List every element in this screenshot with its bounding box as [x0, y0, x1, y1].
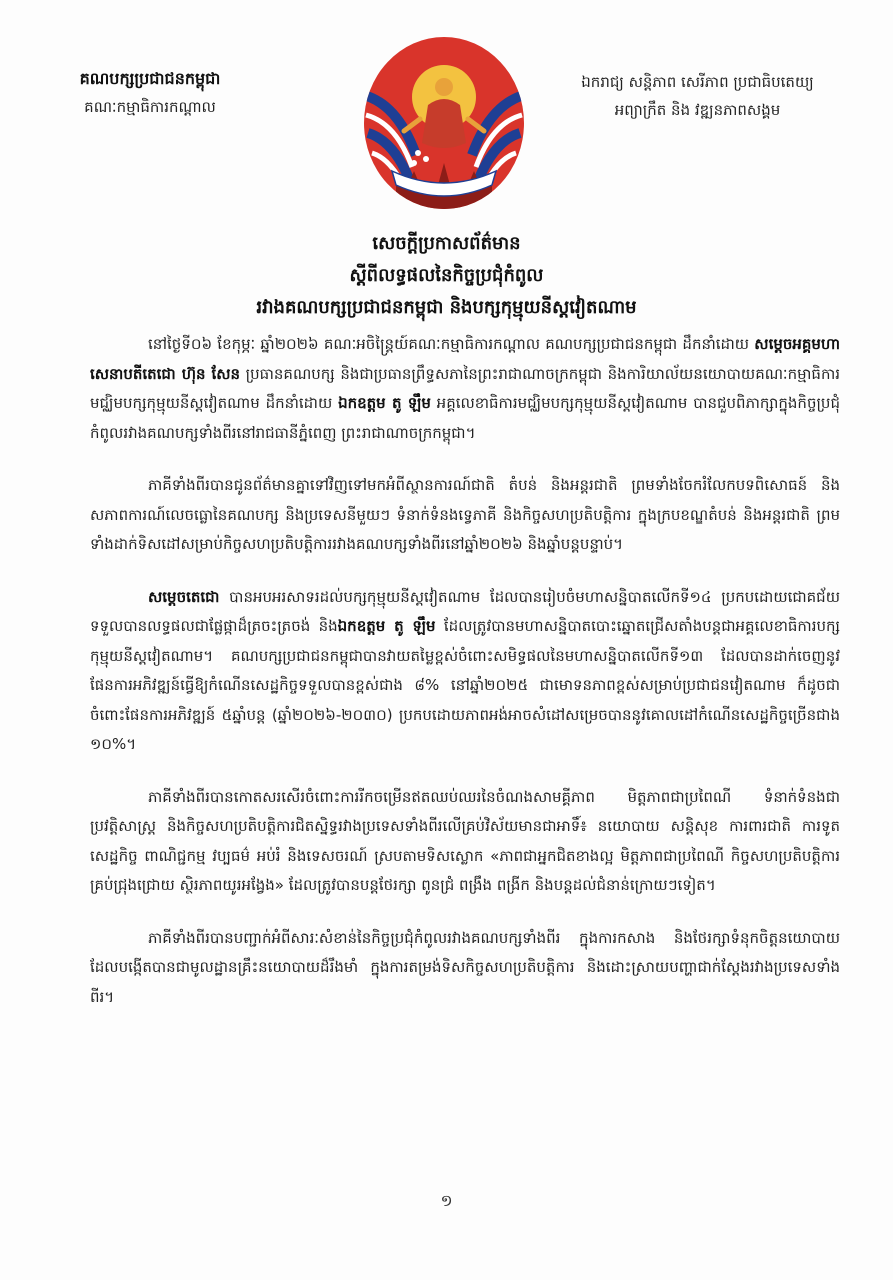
party-logo-emblem [358, 35, 530, 223]
paragraph-5: ភាគីទាំងពីរបានបញ្ជាក់អំពីសារៈសំខាន់នៃកិច្ចប្រជុំកំពូលរវាងគណបក្សទាំងពីរ ក្នុងការកសាង និងថែរក្សាទំនុកចិត្តនយោបាយ ដែលបង្កើតបានជាមូលដ្ឋានគ្រឹះនយោបាយដ៏រឹងមាំ ក្នុងការតម្រង់ទិសកិច្ចសហប្រតិបត្តិការ និងដោះស្រាយបញ្ហាជាក់ស្តែងរវាងប្រទេសទាំងពីរ។ [90, 928, 840, 1006]
page-number: ១ [440, 1191, 453, 1210]
party-name: គណបក្សប្រជាជនកម្ពុជា [79, 69, 221, 88]
paragraph-4: ភាគីទាំងពីរបានកោតសរសើរចំពោះការរីកចម្រើនឥតឈប់ឈរនៃចំណងសាមគ្គីភាព មិត្តភាពជាប្រពៃណី ទំនាក់ទំនងជាប្រវត្តិសាស្ត្រ និងកិច្ចសហប្រតិបត្តិការជិតស្និទ្ធរវាងប្រទេសទាំងពីរលើគ្រប់វិស័យមានជាអាទិ៍៖ នយោបាយ សន្តិសុខ ការពារជាតិ ការទូត សេដ្ឋកិច្ច ពាណិជ្ជកម្ម វប្បធម៌ អប់រំ និងទេសចរណ៍ ស្របតាមទិសស្លោក «ភាពជាអ្នកជិតខាងល្អ មិត្តភាពជាប្រពៃណី កិច្ចសហប្រតិបត្តិការគ្រប់ជ្រុងជ្រោយ ស្ថិរភាពយូរអង្វែង» ដែលត្រូវបានបន្តថែរក្សា ពូនជ្រំ ពង្រឹង ពង្រីក និងបន្តដល់ជំនាន់ក្រោយៗទៀត។ [90, 787, 840, 894]
paragraph-2: ភាគីទាំងពីរបានជូនព័ត៌មានគ្នាទៅវិញទៅមកអំពីស្ថានការណ៍ជាតិ តំបន់ និងអន្តរជាតិ ព្រមទាំងចែករំលែកបទពិសោធន៍ និងសភាពការណ៍លេចធ្លោនៃគណបក្ស និងប្រទេសនីមួយៗ ទំនាក់ទំនងទ្វេភាគី និងកិច្ចសហប្រតិបត្តិការ ក្នុងក្របខណ្ឌតំបន់ និងអន្តរជាតិ ព្រមទាំងដាក់ទិសដៅសម្រាប់កិច្ចសហប្រតិបត្តិការរវាងគណបក្សទាំងពីរនៅឆ្នាំ២០២៦ និងឆ្នាំបន្តបន្ទាប់។ [90, 476, 840, 553]
committee-name: គណៈកម្មាធិការកណ្តាល [84, 98, 216, 116]
party-header [50, 68, 250, 120]
paragraph-3: សម្តេចតេជោ បានអបអរសាទរដល់បក្សកុម្មុយនីស្តវៀតណាម ដែលបានរៀបចំមហាសន្និបាតលើកទី១៤ ប្រកបដោយជោគជ័យទទួលបានលទ្ធផលជាផ្លែផ្កាដ៏ត្រចះត្រចង់ និងឯកឧត្តម តូ ឡឹម ដែលត្រូវបានមហាសន្និបាតបោះឆ្នោតជ្រើសតាំងបន្តជាអគ្គលេខាធិការបក្សកុម្មុយនីស្តវៀតណាម។ គណបក្សប្រជាជនកម្ពុជាបានវាយតម្លៃខ្ពស់ចំពោះសមិទ្ធផលនៃមហាសន្និបាតលើកទី១៣ ដែលបានដាក់ចេញនូវផែនការអភិវឌ្ឍន៍ធ្វើឱ្យកំណើនសេដ្ឋកិច្ចទទួលបានខ្ពស់ជាង ៨% នៅឆ្នាំ២០២៥ ជាមោទនភាពខ្ពស់សម្រាប់ប្រជាជនវៀតណាម ក៏ដូចជាចំពោះផែនការអភិវឌ្ឍន៍ ៥ឆ្នាំបន្ត (ឆ្នាំ២០២៦-២០៣០) ប្រកបដោយភាពអង់អាចសំដៅសម្រេចបាននូវគោលដៅកំណើនសេដ្ឋកិច្ចច្រើនជាង ១០%។ [90, 587, 840, 753]
document-title [120, 228, 773, 324]
title-line-3: រវាងគណបក្សប្រជាជនកម្ពុជា និងបក្សកុម្មុយនីស្តវៀតណាម [256, 297, 637, 318]
party-logo [358, 35, 530, 223]
document-body [90, 330, 840, 1035]
motto-line-2: អព្យាក្រឹត និង វឌ្ឍនភាពសង្គម [614, 101, 781, 119]
title-line-2: ស្តីពីលទ្ធផលនៃកិច្ចប្រជុំកំពូល [349, 265, 544, 286]
national-motto [545, 68, 850, 124]
title-line-1: សេចក្តីប្រកាសព័ត៌មាន [372, 233, 521, 254]
paragraph-1: នៅថ្ងៃទី០៦ ខែកុម្ភៈ ឆ្នាំ២០២៦ គណៈអចិន្ត្រៃយ៍គណៈកម្មាធិការកណ្តាល គណបក្សប្រជាជនកម្ពុជា ដឹកនាំដោយ សម្តេចអគ្គមហាសេនាបតីតេជោ ហ៊ុន សែន ប្រធានគណបក្ស និងជាប្រធានព្រឹទ្ធសភានៃព្រះរាជាណាចក្រកម្ពុជា និងការិយាល័យនយោបាយគណៈកម្មាធិការមជ្ឈិមបក្សកុម្មុយនីស្តវៀតណាម ដឹកនាំដោយ ឯកឧត្តម តូ ឡឹម អគ្គលេខាធិការមជ្ឈិមបក្សកុម្មុយនីស្តវៀតណាម បានជួបពិភាក្សាក្នុងកិច្ចប្រជុំកំពូលរវាងគណបក្សទាំងពីរនៅរាជធានីភ្នំពេញ ព្រះរាជាណាចក្រកម្ពុជា។ [90, 335, 840, 442]
motto-line-1: ឯករាជ្យ សន្តិភាព សេរីភាព ប្រជាធិបតេយ្យ [581, 73, 814, 91]
